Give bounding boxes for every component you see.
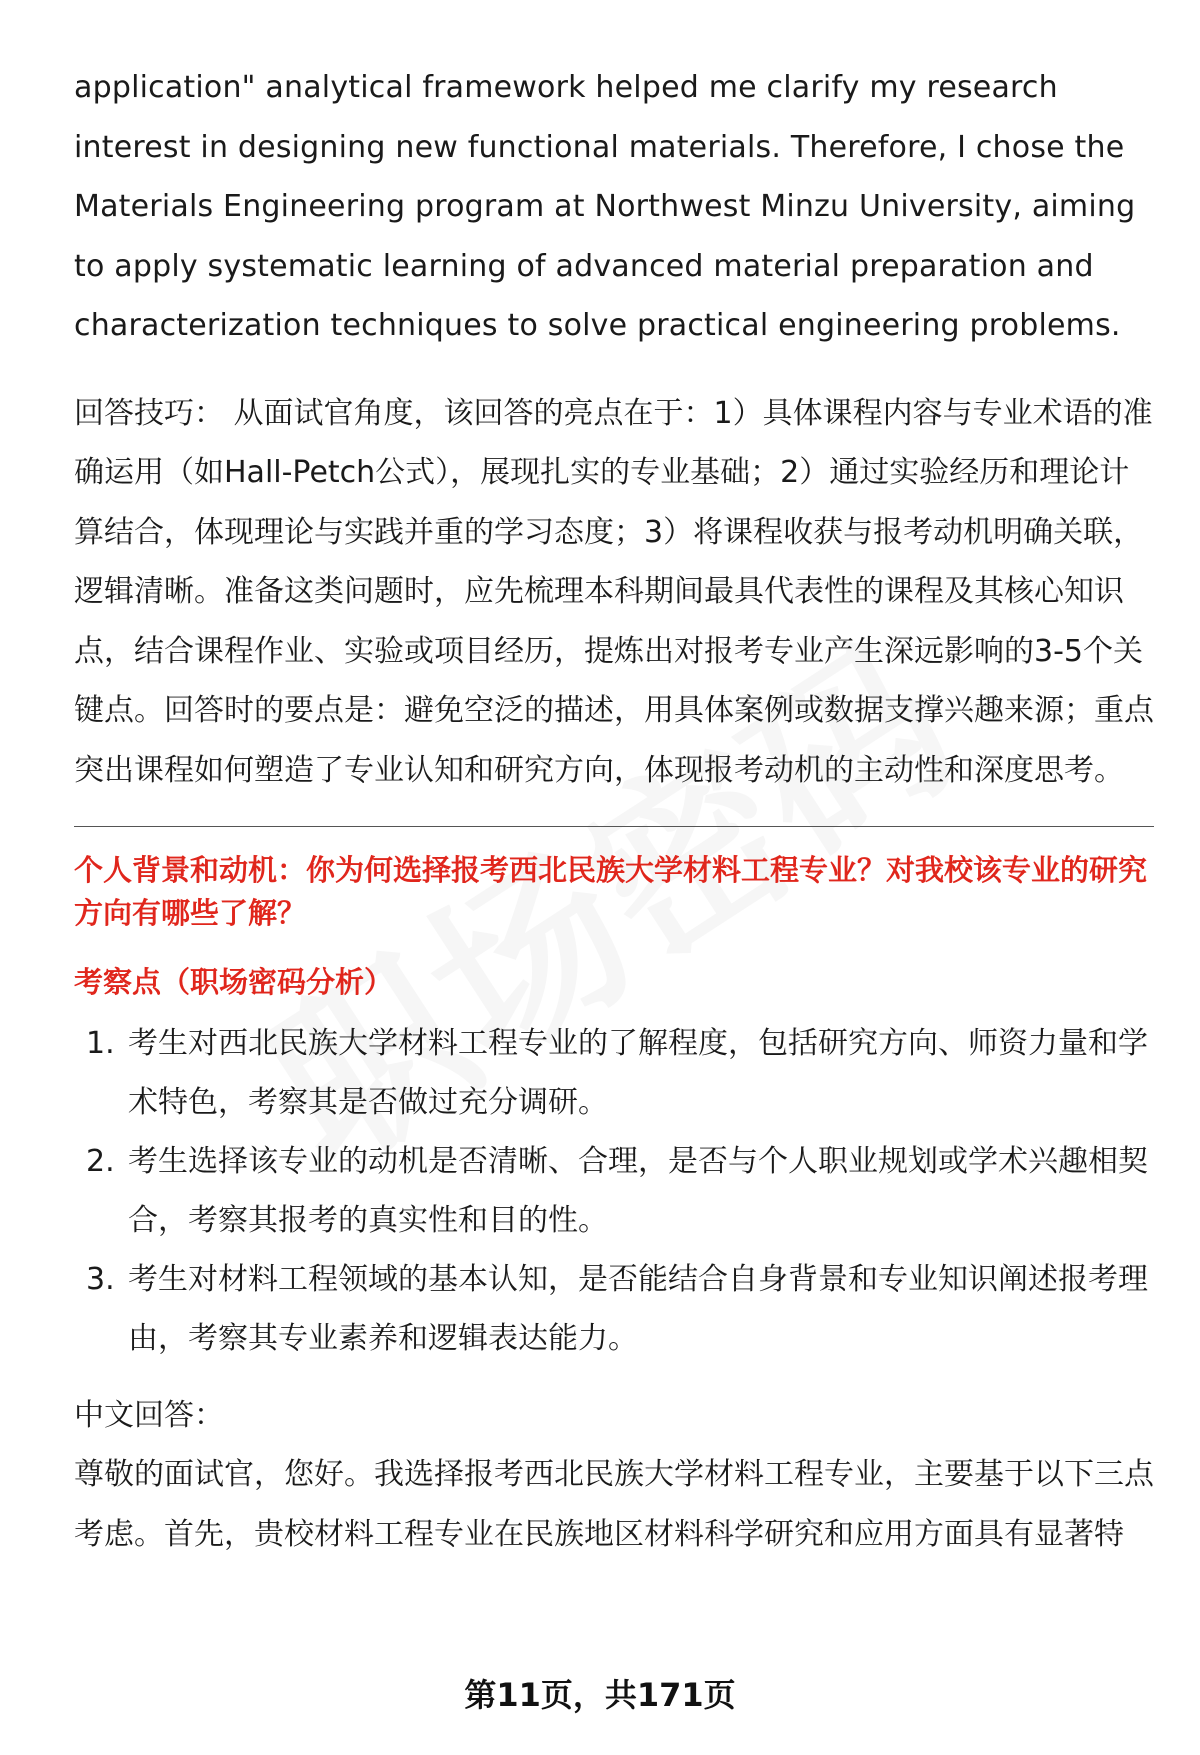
answer-tips-paragraph: 回答技巧： 从面试官角度，该回答的亮点在于：1）具体课程内容与专业术语的准确运用（如Hall-Petch公式），展现扎实的专业基础；2）通过实验经历和理论计算结合，体现理论与实践并重的学习态度；3）将课程收获与报考动机明确关联，逻辑清晰。准备这类问题时，应先梳理本科期间最具代表性的课程及其核心知识点，结合课程作业、实验或项目经历，提炼出对报考专业产生深远影响的3-5个关键点。回答时的要点是：避免空泛的描述，用具体案例或数据支撑兴趣来源；重点突出课程如何塑造了专业认知和研究方向，体现报考动机的主动性和深度思考。 xyxy=(74,395,1154,788)
list-item xyxy=(74,1014,1154,1132)
section-divider xyxy=(74,826,1154,827)
list-item-text: 考生对材料工程领域的基本认知，是否能结合自身背景和专业知识阐述报考理由，考察其专业素养和逻辑表达能力。 xyxy=(128,1262,1148,1356)
assessment-points-list xyxy=(74,1014,1154,1368)
list-item-number: 1. xyxy=(86,1026,115,1061)
list-item-text: 考生对西北民族大学材料工程专业的了解程度，包括研究方向、师资力量和学术特色，考察其是否做过充分调研。 xyxy=(128,1026,1148,1120)
question-heading: 个人背景和动机：你为何选择报考西北民族大学材料工程专业？对我校该专业的研究方向有哪些了解？ xyxy=(74,853,1148,930)
page-number-footer: 第11页，共171页 xyxy=(464,1676,736,1714)
chinese-answer-paragraph: 尊敬的面试官，您好。我选择报考西北民族大学材料工程专业，主要基于以下三点考虑。首先，贵校材料工程专业在民族地区材料科学研究和应用方面具有显著特 xyxy=(74,1457,1154,1552)
intro-english-paragraph: application" analytical framework helped me clarify my research interest in designing new functional materials. Therefore, I chose the Materials Engineering program at Northwest Minzu University, aiming to apply systematic learning of advanced material preparation and characterization techniques to solve practical engineering problems. xyxy=(74,70,1136,343)
list-item-number: 2. xyxy=(86,1144,115,1179)
assessment-subheading: 考察点（职场密码分析） xyxy=(74,965,394,999)
document-page xyxy=(74,58,1154,1564)
list-item-number: 3. xyxy=(86,1262,115,1297)
chinese-answer-label: 中文回答： xyxy=(74,1398,224,1433)
list-item-text: 考生选择该专业的动机是否清晰、合理，是否与个人职业规划或学术兴趣相契合，考察其报考的真实性和目的性。 xyxy=(128,1144,1148,1238)
list-item xyxy=(74,1132,1154,1250)
list-item xyxy=(74,1250,1154,1368)
